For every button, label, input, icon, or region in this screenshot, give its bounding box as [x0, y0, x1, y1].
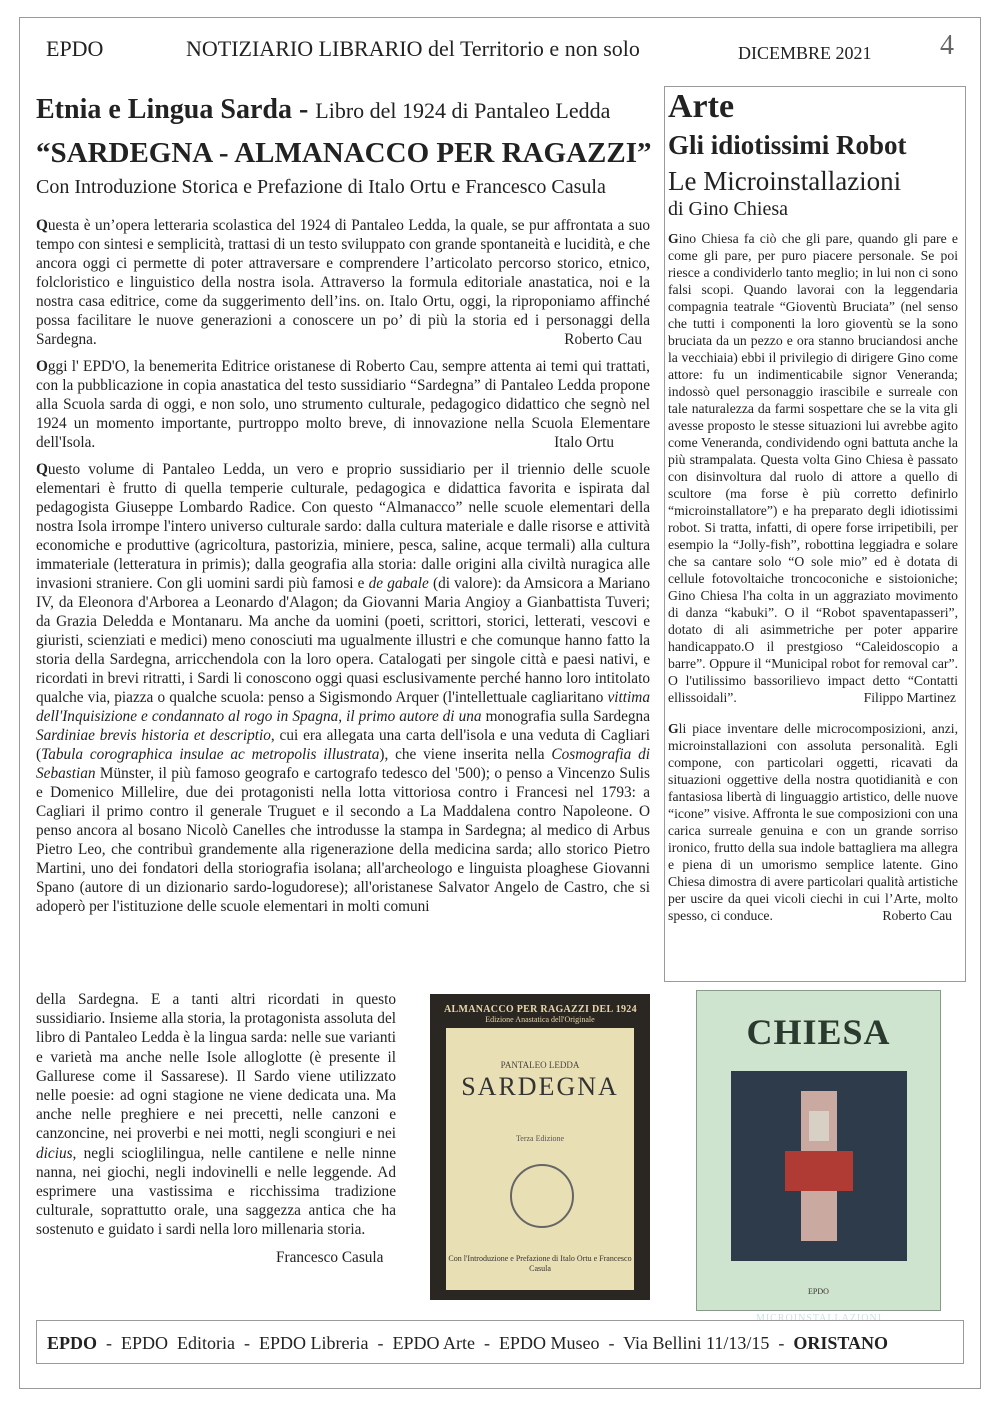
left-article-title	[36, 94, 656, 126]
right-article-byline: di Gino Chiesa	[668, 198, 788, 220]
cover-bottom-text: Con l'Introduzione e Prefazione di Italo Ortu e Francesco Casula	[448, 1254, 632, 1273]
left-article-body-lower	[36, 990, 396, 1267]
right-article-title: Gli idiotissimi Robot	[668, 130, 907, 160]
footer-brand: EPDO	[47, 1333, 98, 1353]
robot-head-shape	[809, 1111, 829, 1141]
footer-city: ORISTANO	[793, 1333, 889, 1353]
cover-author: PANTALEO LEDDA	[500, 1060, 580, 1070]
signature: Filippo Martinez	[863, 690, 956, 705]
right-paragraph-2: Gli piace inventare delle microcomposizioni, anzi, microinstallazioni con assoluta personalità. Egli compone, con particolari oggetti, ricavati da situazioni oggettive della nostra quotidianità e con fantasiosa libertà di linguaggio artistico, delle nuove “icone” visive. Affronta le sue composizioni con una carica surreale genuina e con un grande sorriso ironico, frutto della sua indole battagliera ma allegra e piena di un umorismo semplice latente. Gino Chiesa dimostra di avere particolari qualità artistiche per uscire da quei vicoli ciechi in cui l’Arte, molto spesso, ci conduce. Roberto Cau	[668, 721, 958, 923]
header-title: NOTIZIARIO LIBRARIO del Territorio e non solo	[186, 36, 640, 61]
book-cover-chiesa	[696, 990, 941, 1324]
cover-publisher: EPDO	[808, 1287, 829, 1296]
right-paragraph-1: Gino Chiesa fa ciò che gli pare, quando gli pare e come gli pare, per puro piacere personale. Se poi riesce a condividerlo tanto meglio; in lui non ci sono falsi scopi. Quando lavorai con la leggendaria compagnia teatrale “Gioventù Bruciata” (nel senso che tutti i componenti la loro gioventù se la sono bruciata da un pezzo e ora stanno bruciandosi anche la vecchiaia) ebbi il privilegio di dirigere Gino come attore: fu un indimenticabile signor Veneranda; indossò quel personaggio irascibile e surreale con tale naturalezza da farmi sospettare che se la vita gli avesse proposto le stesse situazioni lui avrebbe agito come Veneranda, condividendo ogni battuta anche la più strampalata. Questa volta Gino Chiesa è passato con disinvoltura dal ruolo di attore a quello di scultore (ma forse è più corretto definirlo “microinstallatore”) e ha preparato degli idiotissimi robot. Si tratta, infatti, di opere forse irripetibili, per esempio la “Jolly-fish”, robottina leggiadra e solare che sa cantare solo “O sole mio” ed è dotata di cellule fotovoltaiche troncoconiche e sistoioniche; Gino Chiesa l'ha colta in un aggraziato movimento di danza “kabuki”. O il “Robot spaventapasseri”, dotato di ali asimmetriche per poter apparire handicappato.O il prestgioso “Caleidoscopio a barre”. Oppure il “Municipal robot for removal car”. O l'utilissimo bassorilievo impact detto “Contatti ellissoidali”. Filippo Martinez	[668, 231, 958, 705]
left-paragraph-1: Questa è un’opera letteraria scolastica del 1924 di Pantaleo Ledda, la quale, se pur affrontata a suo tempo con sintesi e semplicità, trattasi di un testo sviluppato con grande spontaneità e lucidità, e che ancora oggi ci permette di poter attraversare e comprendere l’articolato percorso storico, etnico, folcloristico e linguistico della nostra isola. Attraverso la formula editoriale anastatica, noi e la nostra casa editrice, come da suggerimento dell’ins. on. Italo Ortu, oggi, la riproponiamo affinché possa facilitare le nuove generazioni a conoscere un po’ di più la storia ed i personaggi della Sardegna. Roberto Cau	[36, 217, 650, 348]
page-number: 4	[940, 30, 954, 61]
cover-top-text: ALMANACCO PER RAGAZZI DEL 1924	[444, 1004, 637, 1015]
cover-edition: Terza Edizione	[515, 1134, 565, 1143]
left-title-rest: Libro del 1924 di Pantaleo Ledda	[315, 98, 611, 123]
left-title-bold: Etnia e Lingua Sarda	[36, 94, 292, 125]
cover-title: CHIESA	[746, 1012, 891, 1052]
left-title-sep: -	[291, 94, 316, 125]
right-section-title: Arte	[668, 88, 735, 125]
cover-sub-text: Edizione Anastatica dell'Originale	[485, 1015, 595, 1024]
left-paragraph-3: Questo volume di Pantaleo Ledda, un vero e proprio sussidiario per il triennio delle scuole elementari è frutto di quella temperie culturale, pedagogica e didattica favorita e ispirata dal pedagogista Giuseppe Lombardo Radice. Con questo “Almanacco” nelle scuole elementari della nostra Isola irrompe l'intero universo culturale sardo: dalla cultura materiale e dalle risorse e attività economiche e produttive (agricoltura, pastorizia, miniere, pesca, saline, acque termali) alla cultura immateriale (letteratura in primis); dalla geografia alla storia: dalle origini alla civiltà nuragica alle invasioni straniere. Con gli uomini sardi più famosi e de gabale (di valore): da Amsicora a Mariano IV, da Eleonora d'Arborea a Leonardo d'Alagon; da Giovanni Maria Angioy a Gianbattista Tuveri; da Grazia Deledda e Montanaru. Ma anche da uomini (poeti, scrittori, storici, letterati, vescovi e giuristi, scienziati e medici) meno conosciuti ma ugualmente illustri e che comunque hanno fatto la storia della Sardegna, arricchendola con la loro opera. Catalogati per singole città e paesi nativi, e ricordati in brevi ritratti, i Sardi li conoscono oggi quasi esclusivamente perché hanno loro intitolato qualche via, piazza o qualche scuola: penso a Sigismondo Arquer (l'intellettuale cagliaritano vittima dell'Inquisizione e condannato al rogo in Spagna, il primo autore di una monografia sulla Sardegna Sardiniae brevis historia et descriptio, cui era allegata una carta dell'isola e una veduta di Cagliari (Tabula corographica insulae ac metropolis illustrata), che viene inserita nella Cosmografia di Sebastian Münster, il più famoso geografo e cartografo tedesco del '500); o penso a Vincenzo Sulis e Domenico Millelire, due dei protagonisti nella lotta vittoriosa contro i Francesi nel 1793: a Cagliari il primo contro il generale Truguet e il secondo a La Maddalena contro Napoleone. O penso ancora al bosano Nicolò Canelles che introdusse la stampa in Sardegna; al medico di Arbus Pietro Leo, che contribuì grandemente alla rigenerazione della medicina sarda; allo storico Pietro Martini, uno dei fondatori della storiografia isolana; all'archeologo e linguista ploaghese Giovanni Spano (autore di un dizionario sardo-logudorese); all'oristanese Salvator Angelo de Castro, che si adoperò per l'istituzione delle scuole elementari in molti comuni	[36, 461, 650, 915]
seal-emblem-icon	[510, 1164, 574, 1228]
footer-bar	[36, 1320, 964, 1364]
footer-items: - EPDO Editoria - EPDO Libreria - EPDO Arte - EPDO Museo - Via Bellini 11/13/15 -	[97, 1333, 794, 1353]
signature: Francesco Casula	[276, 1248, 384, 1266]
header-date: DICEMBRE 2021	[738, 43, 872, 63]
signature: Italo Ortu	[554, 434, 614, 451]
cover-label: MICROINSTALLAZIONI	[755, 1313, 883, 1324]
cover-title-page	[446, 1028, 634, 1290]
right-article-subtitle: Le Microinstallazioni	[668, 166, 902, 196]
signature: Roberto Cau	[882, 908, 952, 923]
robot-arms-shape	[785, 1151, 853, 1191]
cover-title: SARDEGNA	[461, 1072, 619, 1101]
left-paragraph-4: della Sardegna. E a tanti altri ricordati in questo sussidiario. Insieme alla storia, la protagonista assoluta del libro di Pantaleo Ledda è la lingua sarda: nelle sue varianti e varietà ma anche nelle Isole alloglotte (è presente il Gallurese come il Sassarese). Il Sardo viene utilizzato nelle poesie: ad ogni stagione ne viene dedicata una. Ma anche nelle preghiere e nei precetti, nelle canzoni e canzoncine, nei proverbi e nei motti, negli scongiuri e nei dicius, negli scioglilingua, nelle cantilene e nelle ninne nanna, nei giochi, negli indovinelli e nelle leggende. Ad esprimere una vastissima e ricchissima tradizione culturale, soprattutto orale, una saggezza antica che ha sostenuto e guidato i sardi nella loro millenaria storia.	[36, 991, 396, 1239]
left-article-headline: “SARDEGNA - ALMANACCO PER RAGAZZI”	[36, 137, 652, 169]
header-brand: EPDO	[46, 36, 104, 61]
left-article-subtitle: Con Introduzione Storica e Prefazione di Italo Ortu e Francesco Casula	[36, 176, 606, 198]
book-cover-sardegna	[430, 994, 650, 1300]
signature: Roberto Cau	[564, 331, 642, 348]
left-paragraph-2: Oggi l' EPD'O, la benemerita Editrice oristanese di Roberto Cau, sempre attenta ai temi qui trattati, con la pubblicazione in copia anastatica del testo sussidiario “Sardegna” di Pantaleo Ledda propone alla Scuola sarda di oggi, e non solo, uno strumento culturale, pedagogico didattico che segnò nel 1924 un momento importante, purtroppo molto breve, di innovazione nella Scuola Elementare dell'Isola. Italo Ortu	[36, 358, 650, 451]
right-article-body	[668, 230, 958, 938]
left-article-body	[36, 216, 650, 924]
